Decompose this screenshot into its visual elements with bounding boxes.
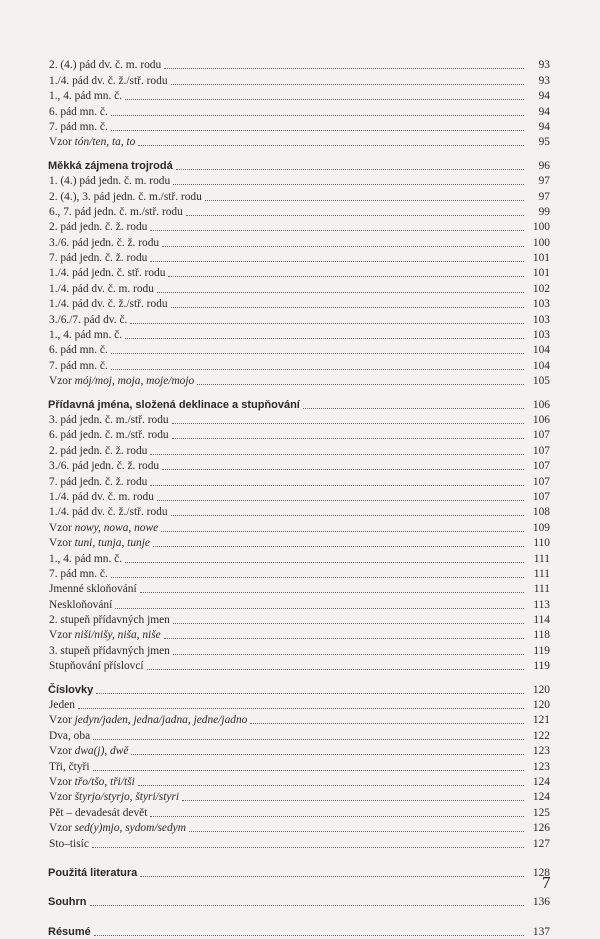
dot-leader [125, 561, 524, 563]
entry-page: 100 [532, 221, 550, 234]
entry-page: 121 [532, 714, 550, 727]
dot-leader [140, 591, 524, 593]
toc-entry [48, 234, 550, 249]
dot-leader [171, 514, 524, 516]
entry-label [48, 628, 161, 642]
entry-page: 97 [538, 175, 550, 188]
dot-leader [140, 875, 524, 877]
dot-leader [173, 653, 524, 655]
entry-label: 1., 4. pád mn. č. [49, 90, 123, 103]
dot-leader [111, 129, 524, 131]
entry-page: 107 [532, 490, 550, 503]
dot-leader [115, 607, 524, 609]
toc-entry [48, 596, 550, 611]
entry-label: 7. pád mn. č. [49, 567, 108, 580]
entry-label: Jeden [49, 699, 75, 712]
dot-leader [111, 114, 524, 116]
entry-page: 123 [532, 760, 550, 773]
dot-leader [150, 229, 524, 231]
toc-entry [48, 280, 550, 295]
entry-page: 118 [533, 629, 550, 642]
toc-entry [48, 835, 550, 850]
entry-label: 2. stupeň přídavných jmen [49, 614, 170, 627]
toc-entry [48, 442, 550, 457]
toc-entry [48, 697, 550, 712]
entry-page: 119 [533, 660, 550, 673]
entry-label-italic: sed(y)mjo, sydom/sedym [74, 822, 186, 835]
entry-label-plain: Vzor [49, 822, 75, 835]
entry-label-plain: Vzor [49, 714, 75, 727]
dot-leader [172, 422, 524, 424]
entry-label: 7. pád jedn. č. ž. rodu [49, 252, 148, 265]
entry-label-plain: Vzor [49, 136, 75, 149]
entry-label: 1./4. pád jedn. č. stř. rodu [49, 267, 166, 280]
entry-label: 2. (4.) pád dv. č. m. rodu [49, 59, 162, 72]
entry-page: 101 [532, 252, 550, 265]
entry-label: Pět – devadesát devět [49, 806, 148, 819]
entry-page: 122 [532, 729, 550, 742]
spacer [48, 851, 550, 865]
dot-leader [150, 453, 524, 455]
entry-label-italic: tón/ten, ta, to [74, 136, 136, 149]
table-of-contents [48, 57, 550, 939]
toc-entry [48, 627, 550, 642]
toc-entry [48, 357, 550, 372]
entry-page: 101 [532, 267, 550, 280]
toc-entry [48, 219, 550, 234]
entry-label [48, 536, 150, 550]
entry-label: 3./6. pád jedn. č. ž. rodu [49, 460, 160, 473]
toc-entry [48, 804, 550, 819]
toc-entry [48, 311, 550, 326]
entry-label-italic: mój/moj, moja, moje/mojo [74, 375, 195, 388]
toc-entry [48, 250, 550, 265]
entry-label: 1./4. pád dv. č. ž./stř. rodu [49, 506, 168, 519]
entry-label-italic: třo/tšo, tři/tši [74, 775, 135, 788]
dot-leader [303, 407, 524, 409]
spacer [48, 673, 550, 681]
toc-entry [48, 566, 550, 581]
entry-page: 114 [533, 614, 550, 627]
dot-leader [164, 67, 524, 69]
entry-page: 111 [533, 583, 550, 596]
entry-page: 93 [538, 74, 550, 87]
entry-page: 127 [532, 837, 550, 850]
spacer [48, 388, 550, 396]
entry-page: 104 [532, 359, 550, 372]
entry-page: 111 [533, 567, 550, 580]
entry-label: Dva, oba [49, 729, 91, 742]
dot-leader [150, 815, 524, 817]
toc-entry [48, 265, 550, 280]
dot-leader [182, 799, 524, 801]
entry-page: 128 [532, 866, 550, 879]
dot-leader [153, 545, 524, 547]
entry-page: 96 [538, 159, 550, 172]
entry-label-italic: tuni, tunja, tunje [74, 537, 150, 550]
toc-entry [48, 535, 550, 550]
toc-entry [48, 327, 550, 342]
toc-entry [48, 103, 550, 118]
section-heading [48, 396, 550, 411]
dot-leader [197, 383, 524, 385]
dot-leader [150, 260, 524, 262]
entry-page: 119 [533, 644, 550, 657]
entry-label: Stupňování příslovcí [49, 660, 144, 673]
entry-page: 113 [533, 598, 550, 611]
entry-label: Neskloňování [49, 598, 113, 611]
toc-entry [48, 642, 550, 657]
entry-page: 137 [532, 925, 550, 938]
entry-label: 3. pád jedn. č. m./stř. rodu [49, 413, 169, 426]
entry-label-plain: Vzor [49, 775, 75, 788]
toc-entry [48, 412, 550, 427]
entry-label-plain: Vzor [49, 537, 75, 550]
entry-label: 2. pád jedn. č. ž. rodu [49, 221, 148, 234]
entry-page: 108 [532, 506, 550, 519]
dot-leader [173, 622, 524, 624]
entry-label-italic: jedyn/jaden, jedna/jadna, jedne/jadno [74, 714, 248, 727]
toc-entry [48, 57, 550, 72]
entry-page: 94 [538, 90, 550, 103]
dot-leader [250, 722, 524, 724]
entry-label [48, 790, 179, 804]
entry-label-plain: Vzor [49, 521, 75, 534]
toc-entry [48, 504, 550, 519]
entry-label [48, 521, 158, 535]
dot-leader [205, 199, 524, 201]
toc-entry [48, 134, 550, 149]
entry-label: 1./4. pád dv. č. ž./stř. rodu [49, 74, 168, 87]
entry-page: 120 [532, 683, 550, 696]
toc-entry [48, 758, 550, 773]
entry-page: 105 [532, 375, 550, 388]
dot-leader [171, 306, 524, 308]
entry-page: 102 [532, 282, 550, 295]
entry-label: 1./4. pád dv. č. m. rodu [49, 282, 154, 295]
entry-label: Souhrn [48, 896, 87, 909]
dot-leader [157, 499, 524, 501]
dot-leader [162, 245, 524, 247]
entry-page: 110 [533, 537, 550, 550]
dot-leader [157, 291, 524, 293]
entry-label: Jmenné skloňování [49, 583, 137, 596]
entry-label: 7. pád jedn. č. ž. rodu [49, 475, 148, 488]
entry-label: 1./4. pád dv. č. m. rodu [49, 490, 154, 503]
entry-label: Použitá literatura [48, 866, 138, 879]
entry-label: 3. stupeň přídavných jmen [49, 644, 170, 657]
entry-page: 123 [532, 745, 550, 758]
dot-leader [186, 214, 524, 216]
toc-entry [48, 550, 550, 565]
entry-page: 124 [532, 791, 550, 804]
dot-leader [189, 830, 524, 832]
toc-entry [48, 427, 550, 442]
entry-label: 2. pád jedn. č. ž. rodu [49, 444, 148, 457]
dot-leader [90, 904, 525, 906]
entry-page: 125 [532, 806, 550, 819]
dot-leader [172, 437, 524, 439]
toc-entry [48, 789, 550, 804]
dot-leader [164, 637, 524, 639]
dot-leader [138, 784, 524, 786]
entry-label: Měkká zájmena trojrodá [48, 159, 173, 172]
toc-entry [48, 658, 550, 673]
section-heading [48, 923, 550, 938]
entry-label [48, 775, 135, 789]
entry-label-plain: Vzor [49, 791, 75, 804]
entry-label: Résumé [48, 925, 91, 938]
entry-label: 6., 7. pád jedn. č. m./stř. rodu [49, 205, 183, 218]
entry-label: 1., 4. pád mn. č. [49, 329, 123, 342]
toc-entry [48, 296, 550, 311]
spacer [48, 880, 550, 894]
entry-page: 107 [532, 429, 550, 442]
dot-leader [171, 83, 524, 85]
entry-label: 1./4. pád dv. č. ž./stř. rodu [49, 298, 168, 311]
entry-page: 94 [538, 105, 550, 118]
page-number: 7 [542, 873, 551, 892]
spacer [48, 909, 550, 923]
entry-label-italic: dwa(j), dwě [74, 745, 129, 758]
entry-label-plain: Vzor [49, 375, 75, 388]
entry-page: 97 [538, 190, 550, 203]
toc-entry [48, 72, 550, 87]
entry-label: 1., 4. pád mn. č. [49, 552, 123, 565]
entry-page: 107 [532, 475, 550, 488]
toc-entry [48, 727, 550, 742]
dot-leader [138, 144, 524, 146]
entry-page: 120 [532, 699, 550, 712]
dot-leader [111, 368, 524, 370]
entry-page: 100 [532, 236, 550, 249]
dot-leader [176, 168, 524, 170]
entry-page: 106 [532, 413, 550, 426]
entry-label: 6. pád mn. č. [49, 344, 108, 357]
entry-page: 107 [532, 444, 550, 457]
dot-leader [131, 753, 524, 755]
dot-leader [168, 275, 524, 277]
dot-leader [93, 769, 525, 771]
entry-page: 111 [533, 552, 550, 565]
entry-page: 99 [538, 205, 550, 218]
entry-page: 106 [532, 398, 550, 411]
entry-label-italic: štyrjo/styrjo, štyri/styri [74, 791, 180, 804]
dot-leader [96, 692, 524, 694]
entry-label: 1. (4.) pád jedn. č. m. rodu [49, 175, 171, 188]
dot-leader [173, 183, 524, 185]
dot-leader [94, 934, 524, 936]
toc-entry [48, 342, 550, 357]
entry-label-italic: nowy, nowa, nowe [74, 521, 159, 534]
entry-label: Tři, čtyři [49, 760, 90, 773]
section-heading [48, 681, 550, 696]
dot-leader [78, 707, 524, 709]
dot-leader [93, 738, 524, 740]
dot-leader [161, 530, 524, 532]
section-heading [48, 157, 550, 172]
entry-page: 107 [532, 460, 550, 473]
entry-page: 103 [532, 298, 550, 311]
entry-page: 94 [538, 120, 550, 133]
entry-page: 136 [532, 896, 550, 909]
spacer [48, 149, 550, 157]
dot-leader [125, 98, 524, 100]
toc-entry [48, 458, 550, 473]
entry-label [48, 713, 247, 727]
section-heading [48, 894, 550, 909]
dot-leader [147, 668, 524, 670]
toc-entry [48, 119, 550, 134]
entry-page: 95 [538, 136, 550, 149]
toc-entry [48, 743, 550, 758]
entry-page: 124 [532, 775, 550, 788]
dot-leader [150, 484, 524, 486]
toc-entry [48, 373, 550, 388]
entry-label [48, 135, 135, 149]
toc-entry [48, 473, 550, 488]
entry-label [48, 744, 128, 758]
toc-entry [48, 88, 550, 103]
entry-page: 103 [532, 313, 550, 326]
entry-label [48, 374, 194, 388]
entry-page: 103 [532, 329, 550, 342]
toc-entry [48, 774, 550, 789]
entry-page: 126 [532, 822, 550, 835]
entry-label-plain: Vzor [49, 745, 75, 758]
entry-label: Sto–tisíc [49, 837, 89, 850]
entry-label: 3./6. pád jedn. č. ž. rodu [49, 236, 160, 249]
toc-entry [48, 612, 550, 627]
entry-label [48, 821, 186, 835]
entry-page: 104 [532, 344, 550, 357]
dot-leader [130, 322, 524, 324]
entry-label: 6. pád mn. č. [49, 105, 108, 118]
entry-label: 6. pád jedn. č. m./stř. rodu [49, 429, 169, 442]
toc-entry [48, 820, 550, 835]
entry-label: Přídavná jména, složená deklinace a stupňování [48, 398, 300, 411]
toc-entry [48, 173, 550, 188]
toc-entry [48, 519, 550, 534]
entry-label: 3./6./7. pád dv. č. [49, 313, 128, 326]
toc-entry [48, 581, 550, 596]
entry-page: 109 [532, 521, 550, 534]
entry-label: Číslovky [48, 683, 94, 696]
toc-entry [48, 204, 550, 219]
dot-leader [125, 337, 524, 339]
dot-leader [92, 846, 524, 848]
dot-leader [111, 576, 524, 578]
entry-label-italic: niši/nišy, niša, niše [74, 629, 161, 642]
entry-label: 2. (4.), 3. pád jedn. č. m./stř. rodu [49, 190, 202, 203]
entry-label: 7. pád mn. č. [49, 120, 108, 133]
toc-entry [48, 188, 550, 203]
toc-entry [48, 489, 550, 504]
entry-label-plain: Vzor [49, 629, 75, 642]
section-heading [48, 865, 550, 880]
entry-label: 7. pád mn. č. [49, 359, 108, 372]
dot-leader [162, 468, 524, 470]
toc-entry [48, 712, 550, 727]
entry-page: 93 [538, 59, 550, 72]
dot-leader [111, 352, 524, 354]
